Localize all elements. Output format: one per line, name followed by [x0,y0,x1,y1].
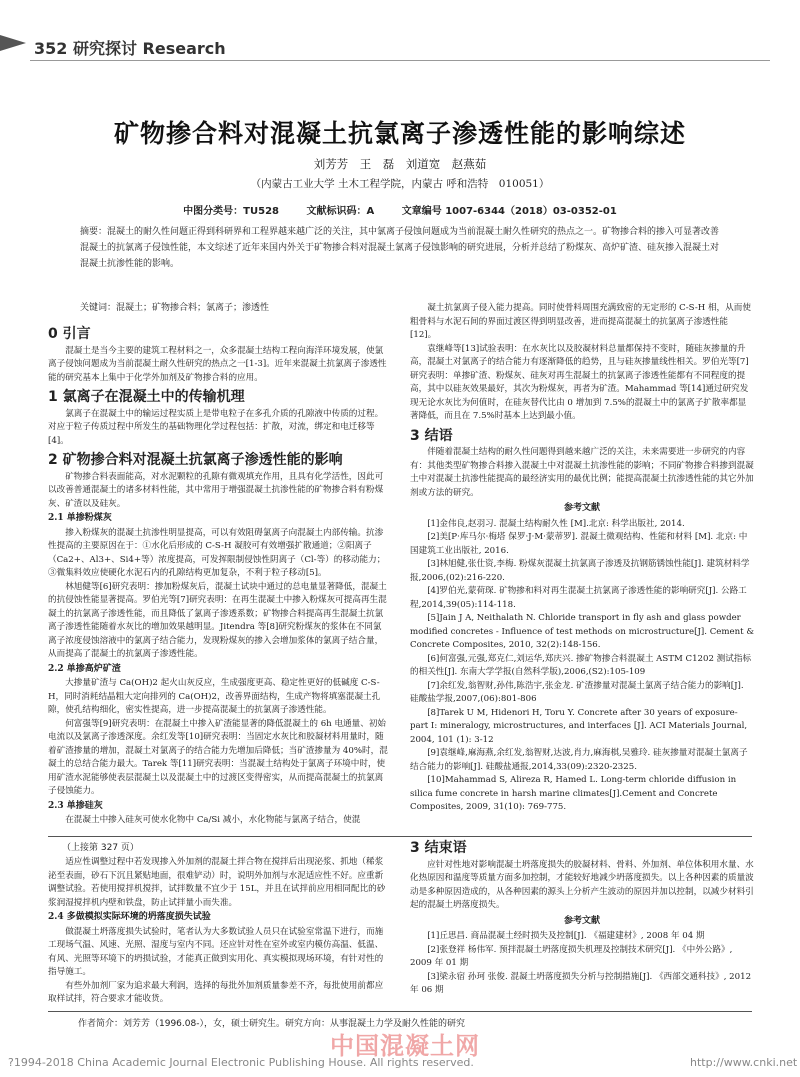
paragraph: 何富强等[9]研究表明：在混凝土中掺入矿渣能显著的降低混凝土的 6h 电通量、初始电流以及氯离子渗透深度。余红发等[10]研究表明：当固定水灰比和胶凝材料用量时，随着矿渣掺量的增加，混凝土对氯离子的结合能力先增加后降低；当矿渣掺量为 40%时，混凝土的总结合能力最大。Tarek 等[11]研究表明：当混凝土结构处于氯离子环境中时，使用矿渣水泥能够使表层混凝土以及混凝土中的过渡区变得密实，从而提高混凝土的抗氯离子侵蚀能力。 [48,718,388,796]
subsection-heading: 2.3 单掺硅灰 [48,800,103,811]
right-column [410,302,754,815]
cnki-url: http://www.cnki.net [690,1056,798,1069]
header-rule [30,60,770,61]
lower-left-column [48,856,388,1007]
paragraph: 混凝土是当今主要的建筑工程材料之一，众多混凝土结构工程向海洋环境发展，使氯离子侵蚀问题成为当前混凝土耐久性研究的热点之一[1-3]。近年来混凝土抗氯离子渗透性能的研究基本上集中于化学外加剂及矿物掺合料的应用。 [48,345,387,383]
reference-item: [3]梁永宿 孙珂 张俊. 混凝土坍落度损失分析与控制措施[J]. 《西部交通科技》, 2012 年 06 期 [410,971,752,995]
reference-item: [8]Tarek U M, Hidenori H, Toru Y. Concrete after 30 years of exposure-part I: mineralogy, microstructures, and interfaces [J]. ACI Materials Journal, 2004, 101 (1): 3-12 [410,707,748,745]
paragraph: 适应性调整过程中若发现掺入外加剂的混凝土拌合物在搅拌后出现泌浆、抓地（稀浆泌至表面，砂石下沉且紧贴地面，很难铲动）时，说明外加剂与水泥适应性不好。应重新调整试验。若使用搅拌机搅拌，试拌数量不宜少于 15L，并且在试拌前应用相同配比的砂浆润湿搅拌机内壁和铁盘，防止试拌量小而失准。 [48,857,386,908]
paragraph: 袁继峰等[13]试验表明：在水灰比以及胶凝材料总量都保持不变时，随硅灰掺量的升高，混凝土对氯离子的结合能力有逐渐降低的趋势，且与硅灰掺量线性相关。罗伯光等[7]研究表明：单掺矿渣、粉煤灰、硅灰对再生混凝土的抗氯离子渗透性能都有不同程度的提高，其中以硅灰效果最好，其次为粉煤灰，再者为矿渣。Mahammad 等[14]通过研究发现无论水灰比为何值时，在硅灰替代比由 0 增加到 7.5%的混凝土中的氯离子扩散率都显著降低，而且在 7.5%时基本上达到最小值。 [410,343,749,421]
watermark: 中国混凝土网 [330,1032,480,1060]
paragraph: 应针对性地对影响混凝土坍落度损失的胶凝材料、骨料、外加剂、单位体积用水量、水化热原因和温度等质量方面多加控制，才能较好地减少坍落度损失。以上各种因素的质量波动是多种原因造成的，从各种因素的源头上分析产生波动的原因并加以控制，以减少材料引起的混凝土坍落度损失。 [410,859,754,910]
page-number: 352 [34,39,68,58]
paragraph: 凝土抗氯离子侵入能力提高。同时使骨料周围充满致密的无定形的 C-S-H 相，从而使粗骨料与水泥石间的界面过渡区得到明显改善，进而提高混凝土的抗氯离子渗透性能[12]。 [410,303,751,340]
page-header [34,36,226,59]
paragraph: 氯离子在混凝土中的输运过程实质上是带电粒子在多孔介质的孔隙液中传质的过程。对应于粒子传质过程中所发生的基础物理化学过程包括：扩散，对流，绑定和电迁移等[4]。 [48,408,384,446]
section-heading: 1 氯离子在混凝土中的传输机理 [48,389,245,405]
reference-item: [1]金伟良,赵羽习. 混凝土结构耐久性 [M].北京: 科学出版社, 2014. [427,518,685,529]
article-title: 矿物掺合料对混凝土抗氯离子渗透性能的影响综述 [113,119,686,148]
paragraph: 大掺量矿渣与 Ca(OH)2 起火山灰反应，生成强度更高、稳定性更好的低碱度 C-S-H，同时消耗结晶粗大定向排列的 Ca(OH)2，改善界面结构，生成产物将填塞混凝土孔隙，使孔结构细化，密实性提高，进一步提高混凝土的抗氯离子渗透性能。 [48,678,381,715]
reference-item: [3]林旭健,张仕资,李梅. 粉煤灰混凝土抗氯离子渗透及抗钢筋锈蚀性能[J]. 建筑材料学报,2006,(02):216-220. [410,559,750,583]
section-heading: 3 结束语 [410,840,467,856]
article-number: 文章编号 1007-6344（2018）03-0352-01 [401,206,617,217]
reference-item: [2]美[P·库马尔·梅塔 保罗·J·M·蒙蒂罗]. 混凝土微观结构、性能和材料 [M]. 北京: 中国建筑工业出版社, 2016. [410,532,748,556]
reference-item: [10]Mahammad S, Alireza R, Hamed L. Long-term chloride diffusion in silica fume concrete in harsh marine climates[J].Cement and Concrete Composites, 2009, 31(10): 769-775. [410,775,737,812]
clc-number: 中图分类号：TU528 [183,206,279,217]
paragraph: 做混凝土坍落度损失试验时，笔者认为大多数试验人员只在试验室常温下进行，而施工现场气温、风速、光照、湿度与室内不同。还应针对性在室外或室内模仿高温、低温、有风、光照等环境下的坍损试验，才能真正做到实用化、真实模拟现场环境，有针对性的指导施工。 [48,926,384,977]
classification-line [40,202,760,217]
paragraph: 有些外加剂厂家为追求最大利润，选择的每批外加剂质量参差不齐，每批使用前都应取样试拌，符合要求才能收货。 [48,980,384,1004]
left-column [48,322,388,828]
reference-item: [6]何富强,元强,郑克仁,刘运华,郑庆兴. 掺矿物掺合料混凝土 ASTM C1202 测试指标的相关性[J]. 东南大学学报(自然科学版),2006,(S2):105-109 [410,653,752,677]
document-code: 文献标识码：A [306,206,375,217]
keywords: 关键词：混凝土；矿物掺合料；氯离子；渗透性 [80,303,270,313]
section-heading: 2 矿物掺合料对混凝土抗氯离子渗透性能的影响 [48,452,343,468]
reference-item: [9]袁继峰,麻海燕,余红发,翁智财,达波,肖力,麻海棋,吴雅玲. 硅灰掺量对混凝土氯离子结合能力的影响[J]. 硅酸盐通报,2014,33(09):2320-2325. [410,748,748,772]
section-heading: 3 结语 [410,427,453,444]
author-list: 刘芳芳 王 磊 刘道宽 赵燕茹 [313,157,487,171]
paragraph: 矿物掺合料表面能高，对水泥颗粒的孔隙有微观填充作用，且具有化学活性，因此可以改善普通混凝土的诸多材料性能，其中常用于增强混凝土抗渗性能的矿物掺合料有粉煤灰、矿渣以及硅灰。 [48,471,384,509]
subsection-heading: 2.2 单掺高炉矿渣 [48,663,121,674]
reference-item: [1]丘思昌. 商品混凝土经时损失及控制[J]. 《福建建材》, 2008 年 04 期 [427,931,705,941]
subsection-heading: 2.4 多做模拟实际环境的坍落度损失试验 [48,912,211,922]
affiliation: （内蒙古工业大学 土木工程学院，内蒙古 呼和浩特 010051） [250,178,550,190]
copyright-footer: ?1994-2018 China Academic Journal Electronic Publishing House. All rights reserved. [8,1056,474,1069]
reference-item: [5]Jain J A, Neithalath N. Chloride transport in fly ash and glass powder modified concretes - Influence of test methods on microstructure[J]. Cement & Concrete Composites, 2010, 32(2):148-156. [410,613,754,650]
header-marker [0,35,26,51]
reference-item: [7]余红发,翁智财,孙伟,陈浩宇,张金龙. 矿渣掺量对混凝土氯离子结合能力的影响[J]. 硅酸盐学报,2007,(06):801-806 [410,680,744,704]
references-title: 参考文献 [563,503,600,513]
reference-item: [2]张登祥 杨伟军. 预拌混凝土坍落度损失机理及控制技术研究[J]. 《中外公路》, 2009 年 01 期 [410,944,733,968]
subsection-heading: 2.1 单掺粉煤灰 [48,513,112,523]
references-title: 参考文献 [563,915,600,926]
continued-note: （上接第 327 页） [62,843,139,853]
section-label: 研究探讨 Research [72,39,226,58]
author-info: 作者简介：刘芳芳（1996.08-），女，硕士研究生。研究方向：从事混凝土力学及耐久性能的研究 [78,1019,465,1029]
paragraph: 林旭健等[6]研究表明：掺加粉煤灰后，混凝土试块中通过的总电量显著降低，混凝土的抗侵蚀性能显著提高。罗伯光等[7]研究表明：在再生混凝土中掺入粉煤灰可提高再生混凝土的抗氯离子渗透性能，而且降低了氯离子渗透系数；矿物掺合料提高再生混凝土抗氯离子渗透性能随着水灰比的增加效果越明显。Jitendra 等[8]研究粉煤灰的浆体在不同氯离子浓度侵蚀溶液中的氯离子结合能力，发现粉煤灰的掺入会增加浆体的氯离子结合量，从而提高了混凝土的抗氯离子渗透性能。 [48,581,387,659]
author-info-rule [48,1011,752,1012]
paragraph: 掺入粉煤灰的混凝土抗渗性明显提高，可以有效阻碍氯离子向混凝土内部传输。抗渗性提高的主要原因在于：①水化后形成的 C-S-H 凝胶可有效增强扩散通道；②阳离子（Ca2+、Al3+、Si4+等）浓度提高，可发挥限制侵蚀性阴离子（Cl-等）的移动能力；③微集料效应使硬化水泥石内的孔隙结构更加复杂，不利于粒子移动[5]。 [48,527,386,578]
lower-right-column [410,836,754,998]
abstract: 摘要：混凝土的耐久性问题正得到科研界和工程界越来越广泛的关注，其中氯离子侵蚀问题成为当前混凝土耐久性研究的热点之一。矿物掺合料的掺入可显著改善混凝土的抗氯离子侵蚀性能，本文综述了近年来国内外关于矿物掺合料对混凝土氯离子侵蚀影响的研究进展，分析并总结了粉煤灰、高炉矿渣、硅灰掺入混凝土对混凝土抗渗性能的影响。 [80,227,720,269]
paragraph: 在混凝土中掺入硅灰可使水化物中 Ca/Si 减小，水化物能与氯离子结合，使混 [65,815,361,825]
reference-item: [4]罗伯光,蒙荷琛. 矿物掺和料对再生混凝土抗氯离子渗透性能的影响研究[J]. 公路工程,2014,39(05):114-118. [410,586,747,610]
section-heading: 0 引言 [48,326,91,342]
paragraph: 伴随着混凝土结构的耐久性问题得到越来越广泛的关注，未来需要进一步研究的内容有：其他类型矿物掺合料掺入混凝土中对混凝土抗渗性能的影响；不同矿物掺合料掺到混凝土中对混凝土抗渗性能提高的最经济实用的最优比例；能提高混凝土抗渗透性能的其它外加剂或方法的研究。 [410,447,754,498]
